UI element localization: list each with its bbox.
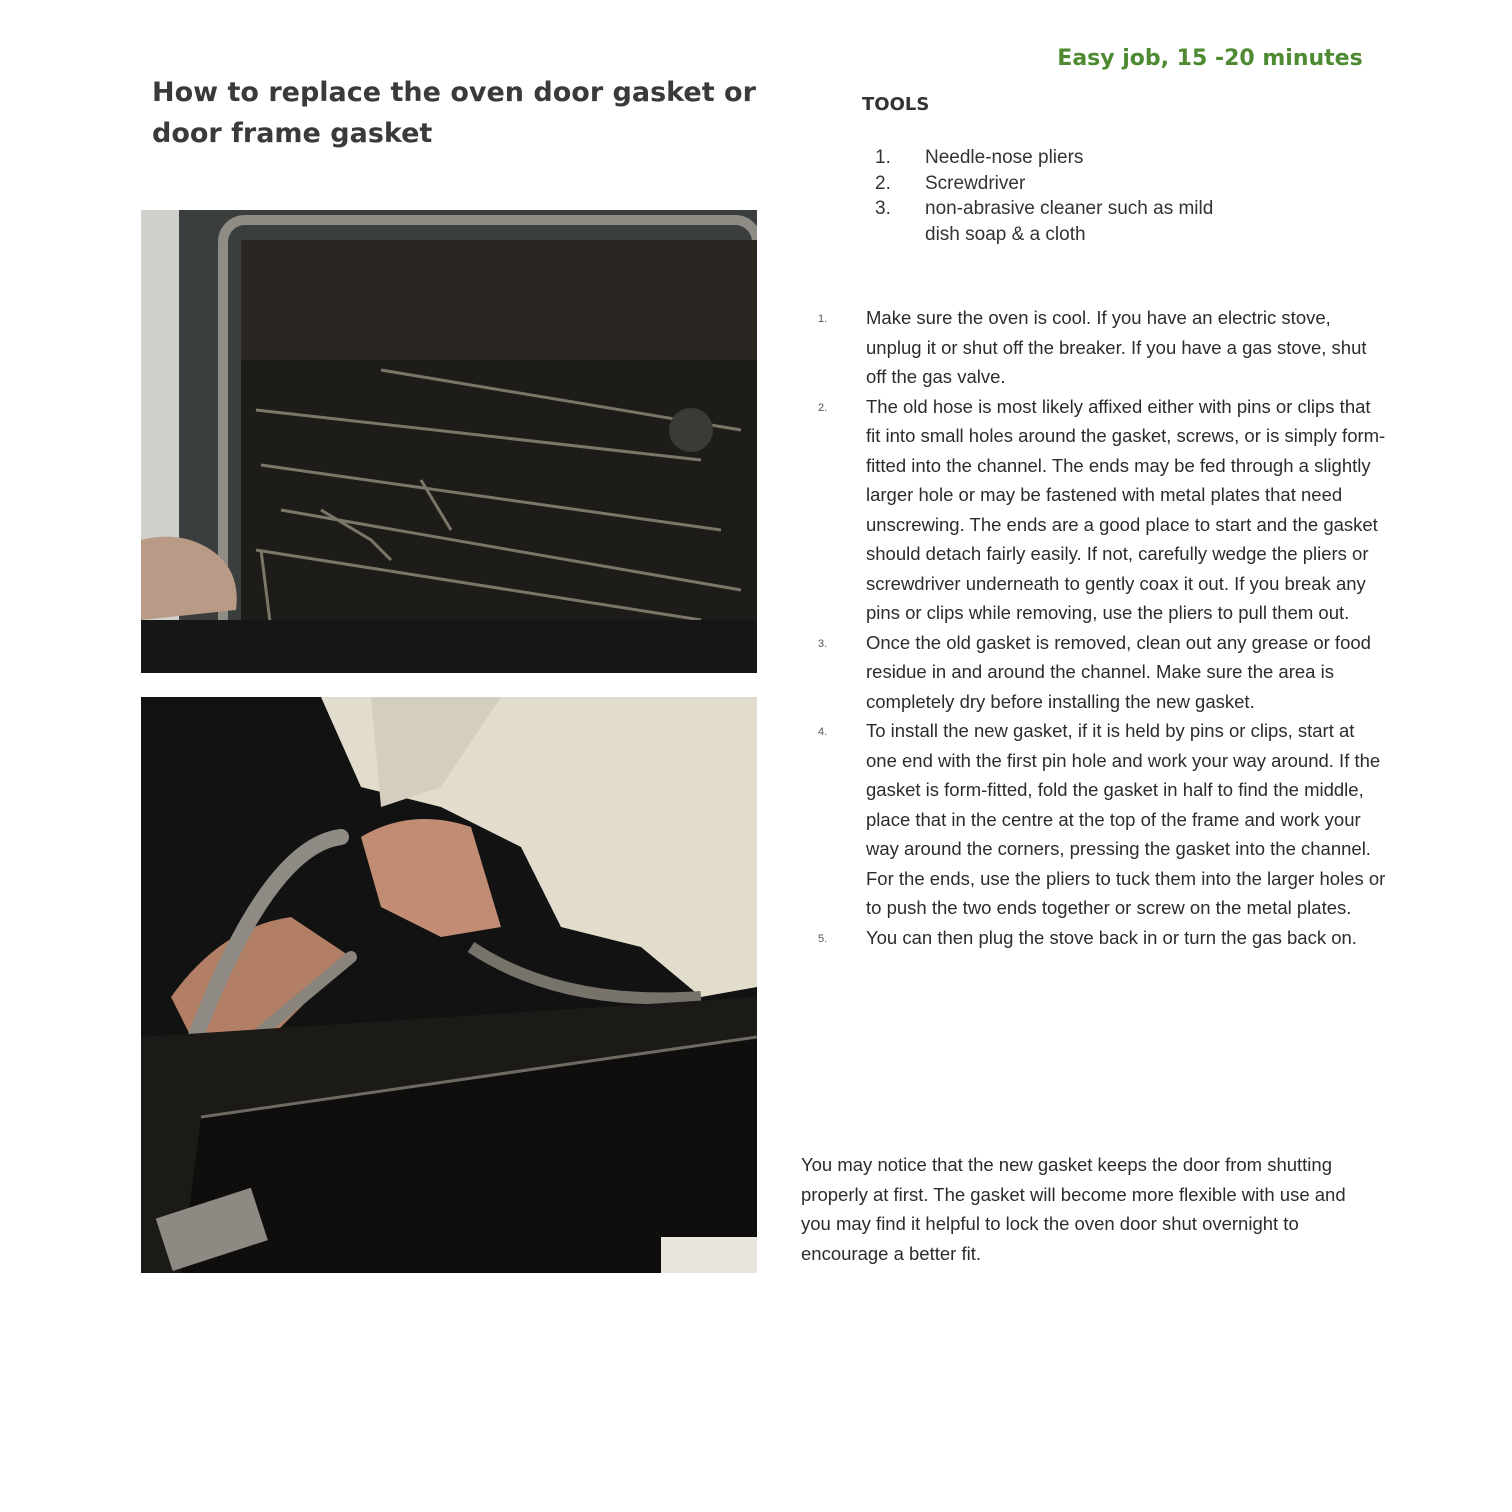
step-text: Once the old gasket is removed, clean out any grease or food residue in and around the channel. Make sure the area is completely dry before installing the new gasket. [866,631,1371,712]
step-text: You can then plug the stove back in or turn the gas back on. [866,926,1357,948]
tool-text: Needle-nose pliers [925,147,1084,168]
step-number: 2. [818,401,828,414]
step-text: The old hose is most likely affixed either with pins or clips that fit into small holes around the gasket, screws, or is simply form-fitted into the channel. The ends may be fed through a slightly larger hole or may be fastened with metal plates that need unscrewing. The ends are a good place to start and the gasket should detach fairly easily. If not, carefully wedge the pliers or screwdriver underneath to gently coax it out. If you break any pins or clips while removing, use the pliers to pull them out. [866,395,1386,623]
tool-item [875,171,1235,197]
oven-interior-photo [141,210,757,673]
step-number: 1. [818,313,828,325]
tool-text: non-abrasive cleaner such as mild dish soap & a cloth [925,198,1214,245]
step-item [818,303,1388,392]
gasket-install-photo [141,697,757,1273]
step-number: 3. [818,637,828,650]
difficulty-label: Easy job, 15 -20 minutes [1057,46,1363,71]
step-number: 4. [818,726,828,738]
tools-list [875,145,1235,247]
tools-heading: TOOLS [862,94,930,115]
steps-list [818,303,1388,954]
step-item [818,716,1388,923]
tool-item [875,145,1235,171]
step-number: 5. [818,932,828,945]
step-item [818,923,1388,955]
tool-number: 2. [875,172,891,194]
tool-number: 3. [875,198,891,219]
closing-note: You may notice that the new gasket keeps the door from shutting properly at first. The gasket will become more flexible with use and you may find it helpful to lock the oven door shut overnight to encourage a better fit. [801,1154,1346,1264]
step-text: To install the new gasket, if it is held by pins or clips, start at one end with the first pin hole and work your way around. If the gasket is form-fitted, fold the gasket in half to find the middle, place that in the centre at the top of the frame and work your way around the corners, pressing the gasket into the channel. For the ends, use the pliers to tuck them into the larger holes or to push the two ends together or screw on the metal plates. [866,720,1386,918]
tool-number: 1. [875,147,891,168]
step-item [818,628,1388,717]
tool-text: Screwdriver [925,172,1026,194]
page-title: How to replace the oven door gasket or door frame gasket [152,77,756,149]
step-item [818,392,1388,628]
tool-item [875,196,1235,247]
step-text: Make sure the oven is cool. If you have an electric stove, unplug it or shut off the breaker. If you have a gas stove, shut off the gas valve. [866,307,1367,387]
